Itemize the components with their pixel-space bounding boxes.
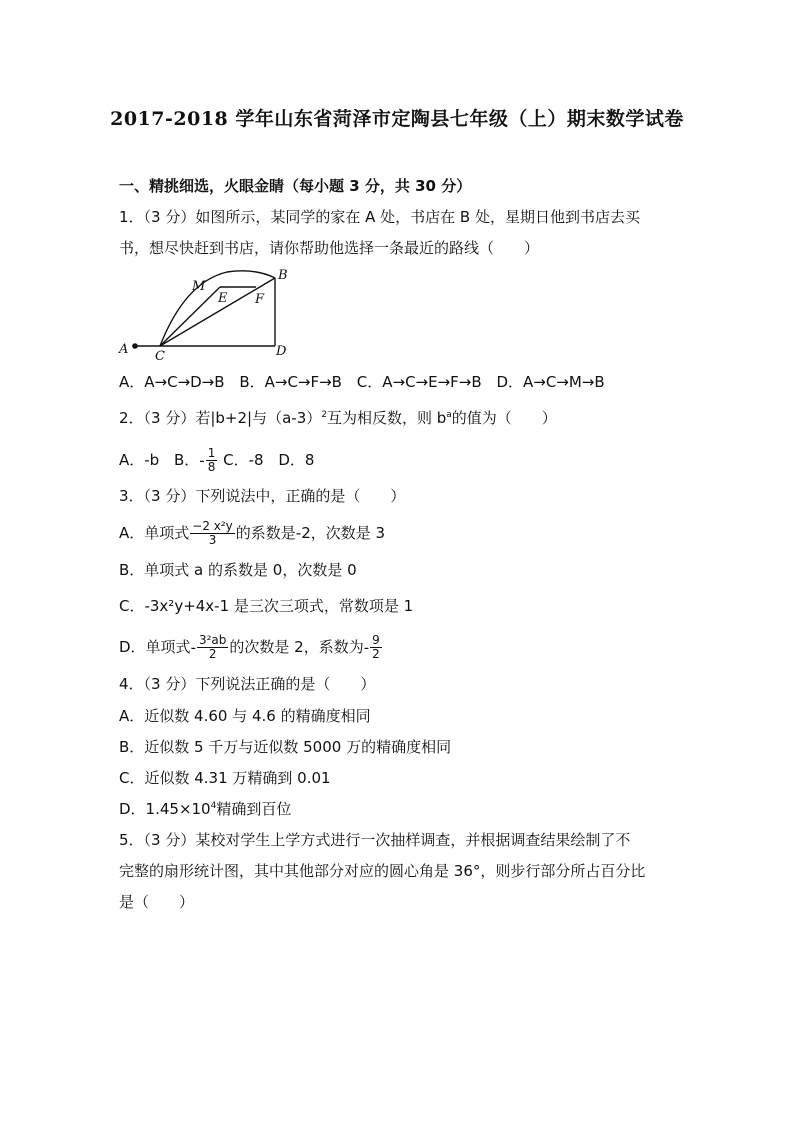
q2-option-b-label: B．	[173, 451, 200, 469]
label-M: M	[192, 279, 206, 294]
q1-option-a[interactable]: A．A→C→D→B	[119, 373, 225, 391]
fraction-numerator: −2 x²y	[192, 519, 233, 533]
q3-option-d-sign: -	[190, 638, 196, 657]
q2-stem-part2: 互为相反数，则 b	[326, 409, 447, 427]
q5-stem-line1: 5．（3 分）某校对学生上学方式进行一次抽样调查，并根据调查结果绘制了不	[119, 831, 631, 849]
fraction-denominator: 2	[208, 647, 217, 661]
q4-option-a[interactable]: A．近似数 4.60 与 4.6 的精确度相同	[119, 707, 371, 725]
q2-stem-part1: 2．（3 分）若|b+2|与（a-3）	[119, 409, 322, 427]
label-F: F	[255, 292, 265, 307]
q2-option-b-fraction	[206, 447, 218, 474]
label-C: C	[155, 349, 165, 362]
q2-exp-2: 2	[321, 410, 327, 420]
q4-stem: 4．（3 分）下列说法正确的是（ ）	[119, 675, 376, 693]
q3-option-d-mid: 的次数是 2，系数为	[229, 638, 364, 656]
q3-stem: 3．（3 分）下列说法中，正确的是（ ）	[119, 487, 406, 505]
fraction-numerator: 3²ab	[198, 633, 227, 647]
q3-option-c[interactable]: C．-3x²y+4x-1 是三次三项式，常数项是 1	[119, 597, 414, 615]
q4-option-d[interactable]	[119, 799, 291, 819]
q3-option-d-fraction	[197, 634, 228, 661]
q3-option-a-post: 的系数是-2，次数是 3	[235, 524, 386, 542]
q3-option-d[interactable]	[119, 630, 383, 665]
q3-option-d-sign2: -	[363, 638, 370, 657]
q4-option-c[interactable]: C．近似数 4.31 万精确到 0.01	[119, 769, 331, 787]
label-A: A	[119, 342, 129, 357]
q1-route-figure	[115, 262, 295, 362]
q2-option-a[interactable]: A．-b	[119, 451, 160, 469]
q1-option-b[interactable]: B．A→C→F→B	[239, 373, 342, 391]
q4-option-b[interactable]: B．近似数 5 千万与近似数 5000 万的精确度相同	[119, 738, 452, 756]
q3-option-a-fraction	[190, 520, 235, 547]
arc-CMB	[160, 271, 275, 346]
q2-option-b[interactable]	[173, 446, 218, 474]
fraction-numerator: 1	[207, 446, 216, 460]
q1-options	[119, 372, 615, 392]
q3-option-a[interactable]	[119, 516, 385, 550]
fraction-denominator: 3	[208, 533, 217, 547]
q5-stem-line2: 完整的扇形统计图，其中其他部分对应的圆心角是 36°，则步行部分所占百分比	[119, 862, 646, 880]
section-heading: 一、精挑细选，火眼金睛（每小题 3 分，共 30 分）	[119, 177, 472, 195]
q2-option-b-sign: -	[199, 451, 205, 470]
q2-stem-part3: 的值为（ ）	[451, 409, 557, 427]
exam-title: 2017-2018 学年山东省菏泽市定陶县七年级（上）期末数学试卷	[110, 108, 684, 130]
q3-option-d-fraction2	[370, 634, 382, 661]
q1-stem-line2: 书，想尽快赶到书店，请你帮助他选择一条最近的路线（ ）	[119, 239, 540, 257]
q2-option-c[interactable]: C．-8	[223, 451, 264, 469]
q2-option-d[interactable]: D．8	[278, 451, 315, 469]
q1-option-d[interactable]: D．A→C→M→B	[496, 373, 605, 391]
q1-option-c[interactable]: C．A→C→E→F→B	[356, 373, 482, 391]
q5-stem-line3: 是（ ）	[119, 893, 195, 911]
q2-stem	[119, 408, 557, 428]
q4-option-d-post: 精确到百位	[216, 800, 292, 818]
fraction-denominator: 8	[207, 460, 216, 474]
q2-options	[119, 445, 324, 476]
fraction-denominator: 2	[372, 647, 380, 661]
q3-option-d-pre: D．单项式	[119, 638, 191, 656]
q3-option-b[interactable]: B．单项式 a 的系数是 0，次数是 0	[119, 561, 357, 579]
label-D: D	[276, 344, 287, 359]
fraction-numerator: 9	[372, 633, 380, 647]
label-B: B	[278, 268, 288, 283]
label-E: E	[218, 291, 228, 306]
q1-stem-line1: 1．（3 分）如图所示，某同学的家在 A 处，书店在 B 处，星期日他到书店去买	[119, 208, 640, 226]
point-A	[132, 343, 138, 349]
q4-exp-4: 4	[210, 801, 217, 811]
q4-option-d-pre: D．1.45×10	[119, 800, 211, 818]
q3-option-a-pre: A．单项式	[119, 524, 190, 542]
q2-exp-a: a	[446, 410, 452, 420]
